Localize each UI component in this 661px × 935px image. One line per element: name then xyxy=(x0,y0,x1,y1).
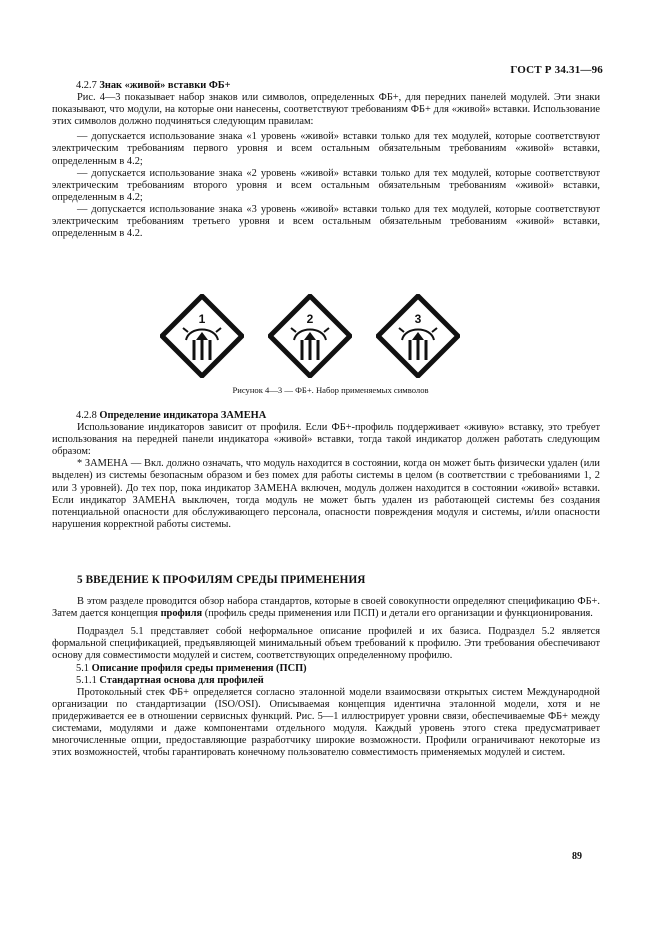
subsection-heading xyxy=(52,663,600,675)
rule-item: — допускается использование знака «3 уровень «живой» вставки только для тех модулей, которые соответствуют электрическим требованиям третьего уровня и всем остальным обязательным требованиям «живой» вставки, определенным в 4.2. xyxy=(52,203,600,240)
section-title: Знак «живой» вставки ФБ+ xyxy=(99,80,231,91)
paragraph: Подраздел 5.1 представляет собой неформальное описание профилей и их базиса. Подраздел 5.2 является формальной спецификацией, предъявляющей минимальный объем требований к профилю. Эти требования обеспечивают основу для совместимости модулей и систем, соответствующих определенному профилю. xyxy=(52,626,600,662)
figure-4-3 xyxy=(160,294,490,374)
paragraph: Рис. 4—3 показывает набор знаков или символов, определенных ФБ+, для передних панелей модулей. Эти знаки показывают, что модули, на которые они нанесены, соответствуют требованиям ФБ+ для «живой» вставки. Использование этих символов должно подчиняться следующим правилам: xyxy=(52,92,600,128)
section-4-2-7 xyxy=(52,80,600,240)
term-profile: профиля xyxy=(160,608,203,620)
section-5 xyxy=(52,574,600,759)
section-title: Описание профиля среды применения (ПСП) xyxy=(91,662,307,674)
paragraph: Протокольный стек ФБ+ определяется согласно эталонной модели взаимосвязи открытых систем Международной организации по стандартизации (ISO/OSI). Описываемая концепция идентична эталонной модели, хотя и не придерживается ее в отношении сервисных функций. Рис. 5—1 иллюстрирует уровни связи, обеспечиваемые ФБ+ между системами, модулями и даже компонентами отдельного модуля. Каждый уровень этого стека предусматривает многочисленные опции, предоставляющие разработчику широкие возможности. Профили ограничивают некоторые из этих возможностей, чтобы гарантировать конечному пользователю совместимость применяемых модулей и систем. xyxy=(52,686,600,759)
section-title: Определение индикатора ЗАМЕНА xyxy=(99,410,267,421)
section-title: Стандартная основа для профилей xyxy=(99,674,264,686)
section-number: 4.2.8 xyxy=(76,410,97,421)
rule-item: — допускается использование знака «2 уровень «живой» вставки только для тех модулей, которые соответствуют электрическим требованиям второго уровня и всем остальным обязательным требованиям «живой» вставки, определенным в 4.2; xyxy=(52,167,600,203)
live-insertion-level-1-icon xyxy=(160,294,244,378)
section-heading xyxy=(52,410,600,422)
section-4-2-8 xyxy=(52,410,600,531)
paragraph xyxy=(52,596,600,620)
paragraph: * ЗАМЕНА — Вкл. должно означать, что модуль находится в состоянии, когда он может быть физически удален (или выделен) из системы безопасным образом и без помех для работы системы в целом (в соответствии с требованиями 1, 2 или 3 уровней). До тех пор, пока индикатор ЗАМЕНА включен, модуль должен находится в состоянии «живой» вставки. Если индикатор ЗАМЕНА выключен, тогда модуль не может быть удален из работающей системы без создания потенциальной опасности для обслуживающего персонала, опасности повреждения модуля и системы, и/или опасности нарушения корректной работы системы. xyxy=(52,458,600,530)
rule-item: — допускается использование знака «1 уровень «живой» вставки только для тех модулей, которые соответствуют электрическим требованиям первого уровня и всем остальным обязательным требованиям «живой» вставки, определенным в 4.2; xyxy=(52,131,600,167)
live-insertion-level-3-icon xyxy=(376,294,460,378)
level-number: 2 xyxy=(306,312,314,326)
chapter-title: 5 ВВЕДЕНИЕ К ПРОФИЛЯМ СРЕДЫ ПРИМЕНЕНИЯ xyxy=(77,574,366,586)
subsection-heading xyxy=(52,675,600,687)
text-run: (профиль среды применения или ПСП) и детали его организации и функционирования. xyxy=(202,608,593,620)
section-heading xyxy=(52,80,600,92)
level-number: 1 xyxy=(198,312,206,326)
text-run: В этом разделе проводится обзор набора стандартов, которые в своей совокупности определяют спецификацию ФБ+. Затем дается концепция xyxy=(52,596,600,620)
level-number: 3 xyxy=(414,312,422,326)
section-number: 5.1.1 xyxy=(76,674,97,686)
document-header: ГОСТ Р 34.31—96 xyxy=(510,64,603,76)
section-number: 5.1 xyxy=(76,662,89,674)
page-number: 89 xyxy=(572,851,582,862)
section-number: 4.2.7 xyxy=(76,80,97,91)
live-insertion-level-2-icon xyxy=(268,294,352,378)
paragraph: Использование индикаторов зависит от профиля. Если ФБ+-профиль поддерживает «живую» вставку, это требует использования на передней панели индикатора «живой» вставки, тогда такой индикатор должен работать следующим образом: xyxy=(52,422,600,458)
figure-caption: Рисунок 4—3 — ФБ+. Набор применяемых символов xyxy=(232,385,429,395)
